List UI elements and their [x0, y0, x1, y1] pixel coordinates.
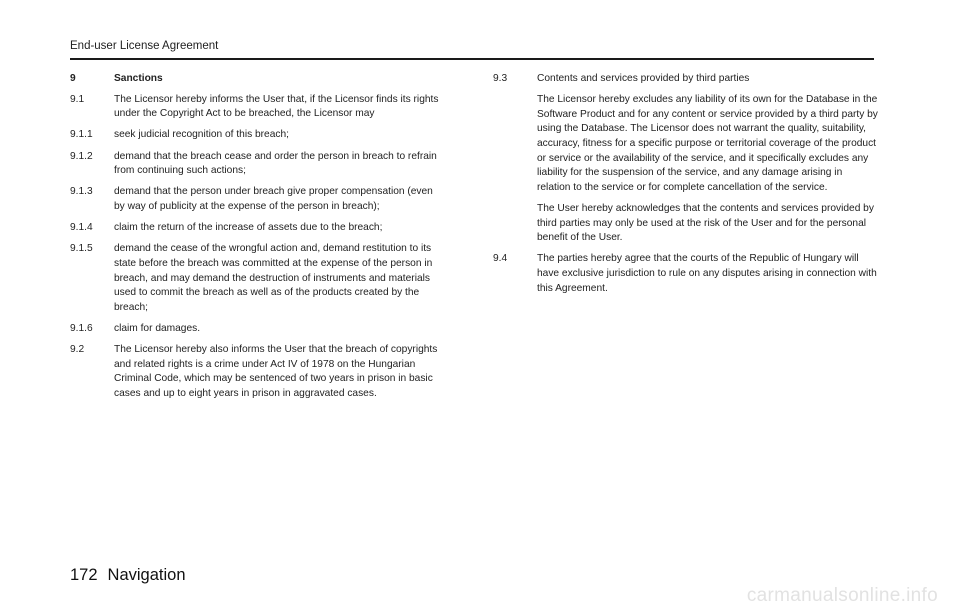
header-rule — [70, 58, 874, 60]
clause-text: claim the return of the increase of assets due to the breach; — [114, 222, 383, 234]
clause-9-1-1 — [70, 128, 445, 143]
clause-number: 9.1.4 — [70, 222, 93, 234]
clause-number: 9.1.6 — [70, 322, 93, 334]
clause-heading: Contents and services provided by third parties — [537, 73, 750, 84]
clause-9-1-2 — [70, 150, 445, 179]
clause-9-3-paragraph-1: The Licensor hereby excludes any liability of its own for the Database in the Software Product and for any content or service provided by a third party by using the Database. The Licensor does not warrant the quality, suitability, accuracy, fitness for a specific purpose or territorial coverage of the product or service or the availability of the service, and it specifically excludes any liability for the suspension of the service, and any damage arising in relation to the service or for complete cancellation of the service. — [537, 94, 878, 193]
clause-number: 9.2 — [70, 344, 85, 356]
page-number: 172 — [70, 566, 98, 584]
clause-text: The Licensor hereby informs the User that, if the Licensor finds its rights under the Copyright Act to be breached, the Licensor may — [114, 93, 439, 120]
clause-9-1 — [70, 93, 445, 122]
clause-text: seek judicial recognition of this breach; — [114, 129, 289, 141]
footer-section-name: Navigation — [107, 566, 186, 584]
clause-9-1-3 — [70, 185, 445, 214]
clause-text: The Licensor hereby also informs the User that the breach of copyrights and related rights is a crime under Act IV of 1978 on the Hungarian Criminal Code, which may be sentenced of two years in prison in basic cases and up to eight years in prison in aggravated cases. — [114, 344, 438, 399]
clause-text: demand that the breach cease and order the person in breach to refrain from continuing such actions; — [114, 150, 437, 177]
clause-text: claim for damages. — [114, 322, 201, 334]
clause-number: 9.1.2 — [70, 150, 93, 162]
watermark: carmanualsonline.info — [746, 585, 938, 606]
section-number: 9 — [70, 73, 76, 84]
clause-text: demand that the person under breach give proper compensation (even by way of publicity at the expense of the person in breach); — [114, 186, 433, 212]
clause-number: 9.4 — [493, 253, 508, 265]
clause-9-1-6 — [70, 322, 445, 337]
clause-number: 9.1 — [70, 93, 85, 105]
right-column — [493, 72, 878, 303]
clause-number: 9.1.3 — [70, 186, 93, 198]
clause-9-3-paragraph-2: The User hereby acknowledges that the contents and services provided by third parties may only be used at the risk of the User and for the personal benefit of the User. — [537, 202, 874, 244]
clause-text: demand the cease of the wrongful action and, demand restitution to its state before the breach was committed at the expense of the person in breach, and may demand the destruction of instruments and materials used to commit the breach as well as of the products created by the breach; — [114, 243, 433, 313]
clause-number: 9.1.5 — [70, 243, 93, 255]
clause-9-1-4 — [70, 221, 445, 236]
left-column — [70, 72, 445, 408]
clause-9-2 — [70, 343, 445, 401]
clause-9-3 — [493, 72, 878, 87]
page-footer — [70, 566, 186, 585]
clause-9-4 — [493, 252, 878, 296]
section-title: Sanctions — [114, 73, 163, 84]
clause-number: 9.1.1 — [70, 129, 93, 141]
clause-9-1-5 — [70, 242, 445, 315]
running-header: End-user License Agreement — [70, 40, 219, 52]
section-heading — [70, 72, 445, 87]
clause-number: 9.3 — [493, 73, 508, 84]
clause-text: The parties hereby agree that the courts of the Republic of Hungary will have exclusive jurisdiction to rule on any disputes arising in connection with this Agreement. — [537, 253, 877, 294]
